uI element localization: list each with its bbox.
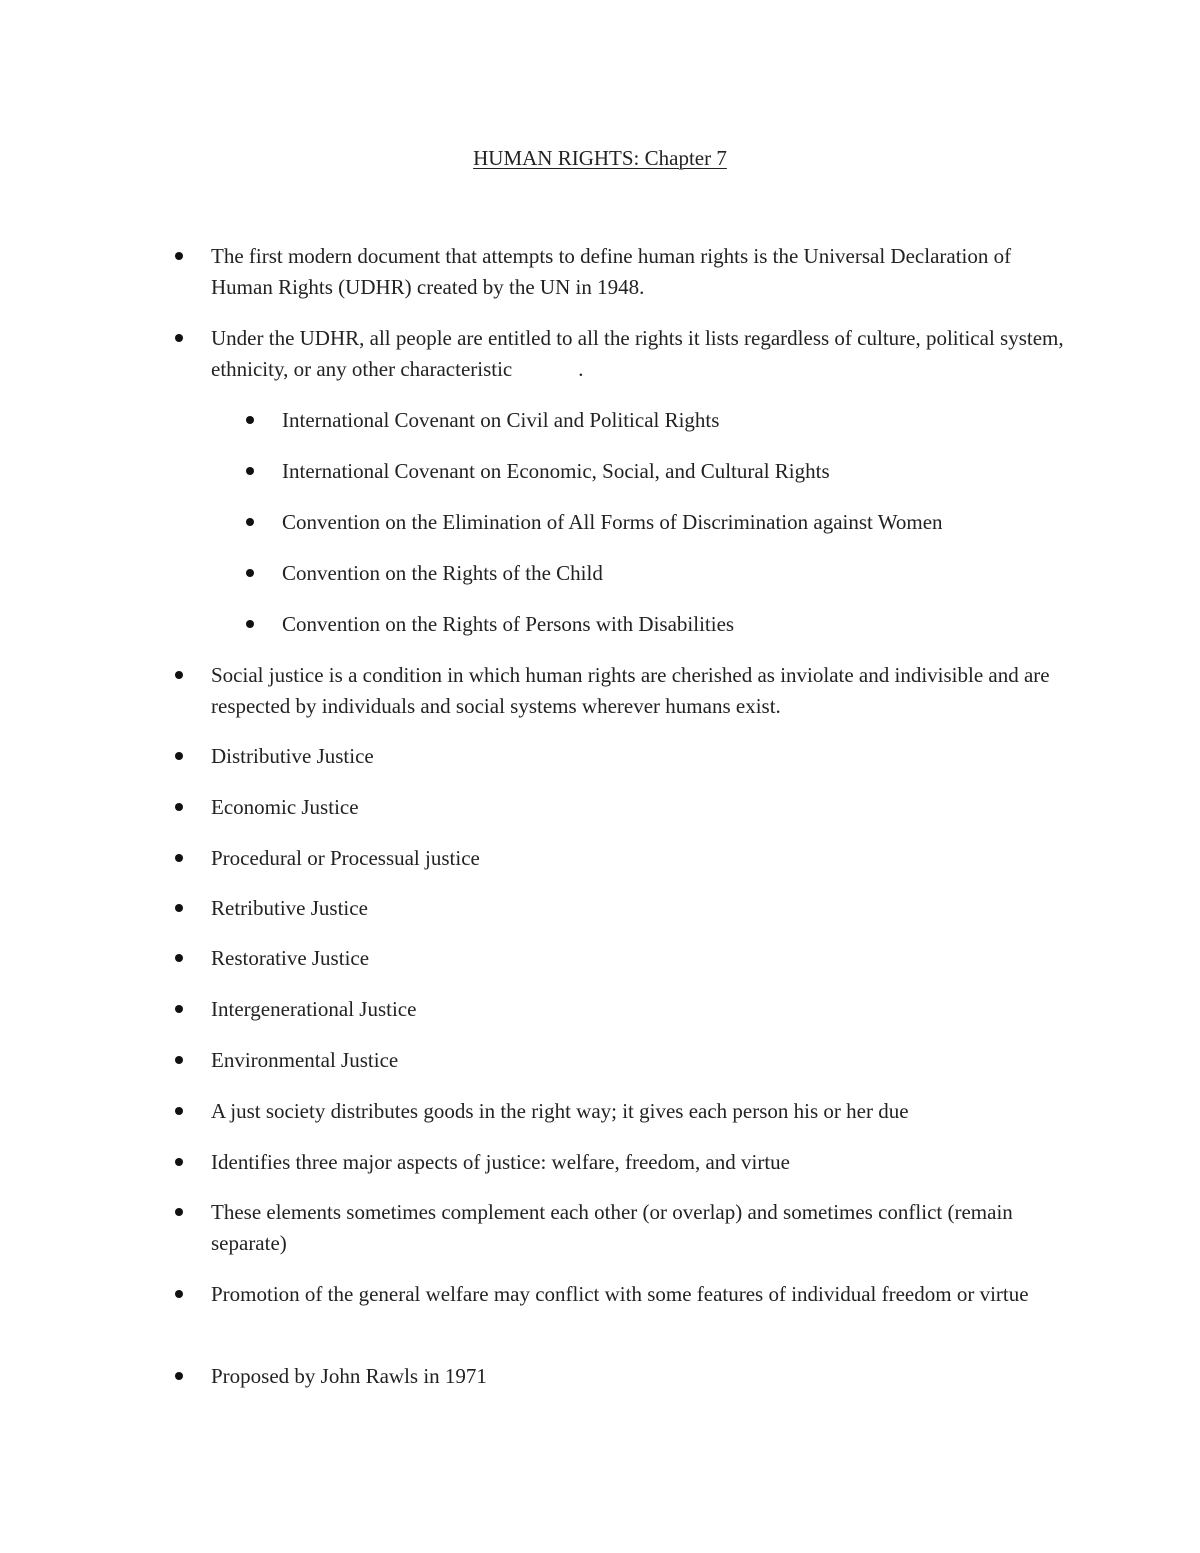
list-item-text: [211, 893, 1071, 924]
sub-list-item: [282, 507, 1082, 538]
list-item-text: [211, 1361, 1071, 1392]
list-item-text: [211, 741, 1071, 772]
list-item-text: [211, 1096, 1071, 1127]
list-item-text: [282, 609, 1082, 640]
list-item-text: [211, 843, 1071, 874]
bullet-icon: [175, 904, 183, 912]
list-item: [211, 1279, 1071, 1310]
sub-list-item: [282, 609, 1082, 640]
bullet-icon: [175, 752, 183, 760]
bullet-icon: [175, 1208, 183, 1216]
list-item-main-text: Convention on the Elimination of All Forms of Discrimination against Women: [282, 510, 943, 534]
sub-list-item: [282, 456, 1082, 487]
list-item-main-text: Convention on the Rights of Persons with Disabilities: [282, 612, 735, 636]
list-item-main-text: Economic Justice: [211, 795, 359, 819]
list-item: [211, 792, 1071, 823]
list-item-text: [211, 1279, 1071, 1310]
list-item-text: [211, 792, 1071, 823]
sub-list-item: [282, 558, 1082, 589]
bullet-icon: [175, 1290, 183, 1298]
list-item-main-text: Convention on the Rights of the Child: [282, 561, 603, 585]
list-item: [211, 893, 1071, 924]
list-item-text: [211, 241, 1071, 303]
list-item-text: [211, 323, 1071, 385]
bullet-icon: [175, 1158, 183, 1166]
list-item-text: [282, 456, 1082, 487]
list-item-main-text: International Covenant on Economic, Social, and Cultural Rights: [282, 459, 830, 483]
list-item-text: [282, 405, 1082, 436]
list-item-main-text: Distributive Justice: [211, 744, 374, 768]
list-item-text: [211, 943, 1071, 974]
list-item: [211, 1147, 1071, 1178]
list-item-main-text: Identifies three major aspects of justice: welfare, freedom, and virtue: [211, 1150, 791, 1174]
bullet-icon: [246, 416, 254, 424]
bullet-icon: [175, 1005, 183, 1013]
list-item: [211, 660, 1071, 722]
list-item-main-text: Procedural or Processual justice: [211, 846, 480, 870]
list-item-text: [282, 558, 1082, 589]
bullet-icon: [175, 854, 183, 862]
list-item: [211, 1045, 1071, 1076]
list-item-main-text: A just society distributes goods in the right way; it gives each person his or her due: [211, 1099, 909, 1123]
bullet-icon: [175, 334, 183, 342]
list-item-text: [282, 507, 1082, 538]
bullet-icon: [175, 1107, 183, 1115]
list-item: [211, 241, 1071, 303]
list-item-text: [211, 1147, 1071, 1178]
list-item-text: [211, 994, 1071, 1025]
list-item: [211, 1197, 1071, 1259]
bullet-icon: [246, 518, 254, 526]
bullet-icon: [175, 1372, 183, 1380]
page-title: HUMAN RIGHTS: Chapter 7: [473, 146, 727, 170]
list-item-main-text: The first modern document that attempts to define human rights is the Universal Declaration of Human Rights (UDHR) created by the UN in 1948.: [211, 244, 1012, 299]
bullet-icon: [246, 620, 254, 628]
bullet-icon: [175, 1056, 183, 1064]
bullet-icon: [246, 467, 254, 475]
list-item-main-text: Environmental Justice: [211, 1048, 399, 1072]
bullet-icon: [175, 954, 183, 962]
list-item-main-text: Restorative Justice: [211, 946, 370, 970]
list-item-text: [211, 660, 1071, 722]
bullet-icon: [175, 252, 183, 260]
list-item-main-text: Retributive Justice: [211, 896, 368, 920]
list-item-text: [211, 1197, 1071, 1259]
list-item-main-text: Intergenerational Justice: [211, 997, 417, 1021]
list-item-trailing-text: .: [578, 357, 584, 381]
list-item-main-text: Social justice is a condition in which human rights are cherished as inviolate and indivisible and are respected by individuals and social systems wherever humans exist.: [211, 663, 1050, 718]
list-item: [211, 741, 1071, 772]
list-item-main-text: Promotion of the general welfare may conflict with some features of individual freedom or virtue: [211, 1282, 1029, 1306]
list-item: [211, 323, 1071, 385]
bullet-icon: [246, 569, 254, 577]
list-item-main-text: Proposed by John Rawls in 1971: [211, 1364, 487, 1388]
list-item: [211, 943, 1071, 974]
list-item-main-text: Under the UDHR, all people are entitled to all the rights it lists regardless of culture, political system, ethnicity, or any other characteristic: [211, 326, 1064, 381]
sub-list-item: [282, 405, 1082, 436]
list-item: [211, 1361, 1071, 1392]
list-item-main-text: International Covenant on Civil and Political Rights: [282, 408, 720, 432]
list-item-main-text: These elements sometimes complement each other (or overlap) and sometimes conflict (remain separate): [211, 1200, 1013, 1255]
list-item: [211, 994, 1071, 1025]
list-item: [211, 1096, 1071, 1127]
bullet-icon: [175, 671, 183, 679]
list-item-text: [211, 1045, 1071, 1076]
bullet-icon: [175, 803, 183, 811]
list-item: [211, 843, 1071, 874]
